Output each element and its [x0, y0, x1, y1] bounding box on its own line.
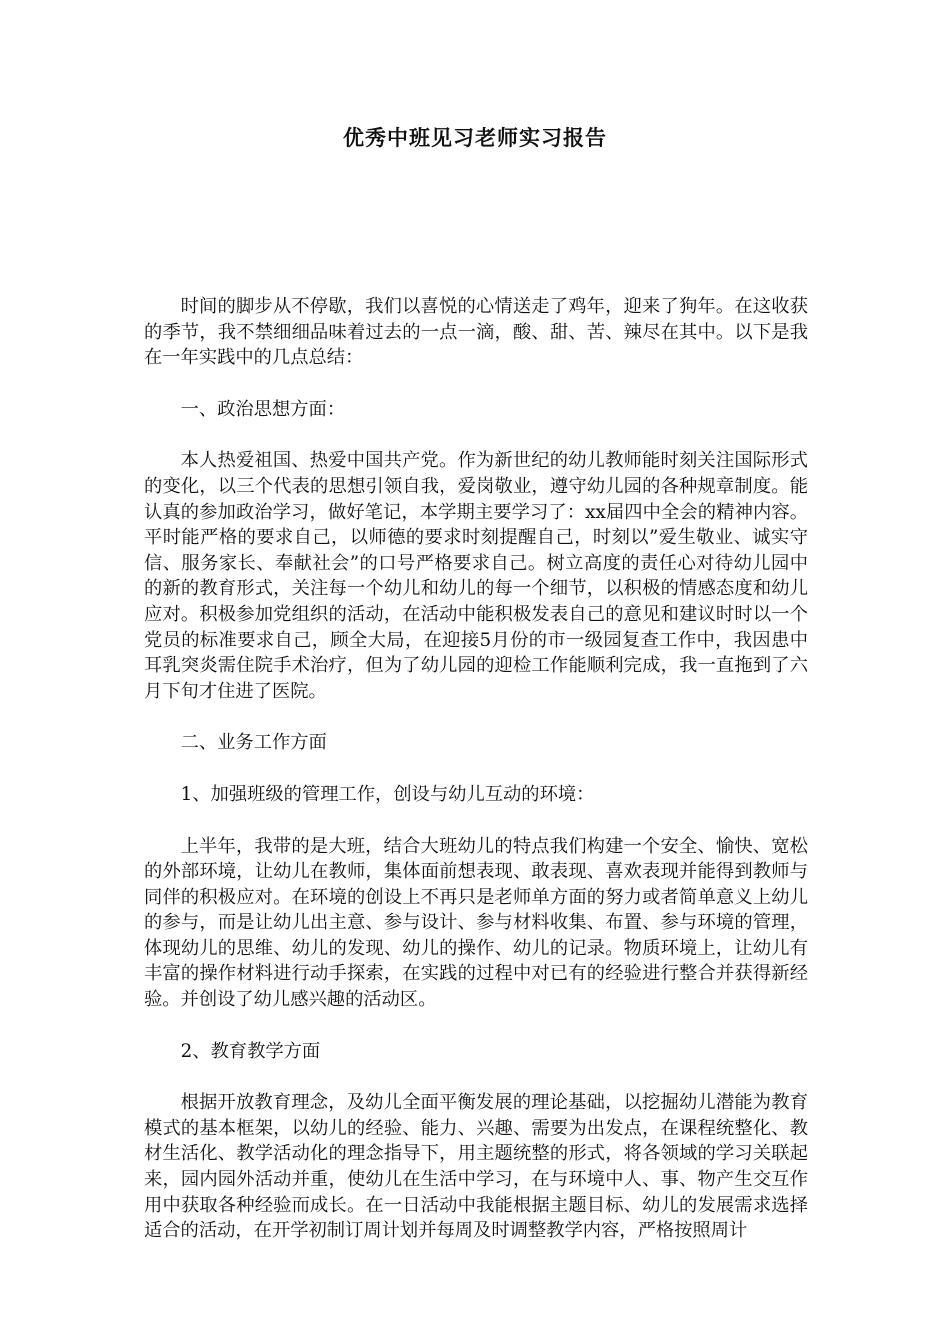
subsection-heading-teaching: 2、教育教学方面 — [180, 1040, 321, 1062]
class-management-paragraph: 上半年，我带的是大班，结合大班幼儿的特点我们构建一个安全、愉快、宽松的外部环境，让幼儿在教师，集体面前想表现、敢表现、喜欢表现并能得到教师与同伴的积极应对。在环境的创设上不再只是老师单方面的努力或者简单意义上幼儿的参与，而是让幼儿出主意、参与设计、参与材料收集、布置、参与环境的管理，体现幼儿的思维、幼儿的发现、幼儿的操作、幼儿的记录。物质环境上，让幼儿有丰富的操作材料进行动手探索，在实践的过程中对已有的经验进行整合并获得新经验。并创设了幼儿感兴趣的活动区。 — [144, 835, 808, 1011]
intro-paragraph: 时间的脚步从不停歇，我们以喜悦的心情送走了鸡年，迎来了狗年。在这收获的季节，我不禁细细品味着过去的一点一滴，酸、甜、苦、辣尽在其中。以下是我在一年实践中的几点总结： — [144, 296, 808, 369]
document-title: 优秀中班见习老师实习报告 — [343, 125, 607, 150]
subsection-heading-class-management: 1、加强班级的管理工作，创设与幼儿互动的环境： — [180, 783, 595, 805]
politics-paragraph: 本人热爱祖国、热爱中国共产党。作为新世纪的幼儿教师能时刻关注国际形式的变化，以三个代表的思想引领自我，爱岗敬业，遵守幼儿园的各种规章制度。能认真的参加政治学习，做好笔记，本学期主要学习了：xx届四中全会的精神内容。平时能严格的要求自己，以师德的要求时刻提醒自己，时刻以”爱生敬业、诚实守信、服务家长、奉献社会”的口号严格要求自己。树立高度的责任心对待幼儿园中的新的教育形式，关注每一个幼儿和幼儿的每一个细节，以积极的情感态度和幼儿应对。积极参加党组织的活动，在活动中能积极发表自己的意见和建议时时以一个党员的标准要求自己，顾全大局，在迎接5月份的市一级园复查工作中，我因患中耳乳突炎需住院手术治疗，但为了幼儿园的迎检工作能顺利完成，我一直拖到了六月下旬才住进了医院。 — [144, 450, 808, 702]
section-heading-work: 二、业务工作方面 — [180, 732, 327, 754]
section-heading-politics: 一、政治思想方面： — [180, 398, 346, 420]
teaching-paragraph: 根据开放教育理念，及幼儿全面平衡发展的理论基础，以挖掘幼儿潜能为教育模式的基本框架，以幼儿的经验、能力、兴趣、需要为出发点，在课程统整化、教材生活化、教学活动化的理念指导下，用主题统整的形式，将各领域的学习关联起来，园内园外活动并重，使幼儿在生活中学习，在与环境中人、事、物产生交互作用中获取各种经验而成长。在一日活动中我能根据主题目标、幼儿的发展需求选择适合的活动，在开学初制订周计划并每周及时调整教学内容，严格按照周计 — [144, 1092, 808, 1242]
document-body — [144, 294, 808, 1270]
